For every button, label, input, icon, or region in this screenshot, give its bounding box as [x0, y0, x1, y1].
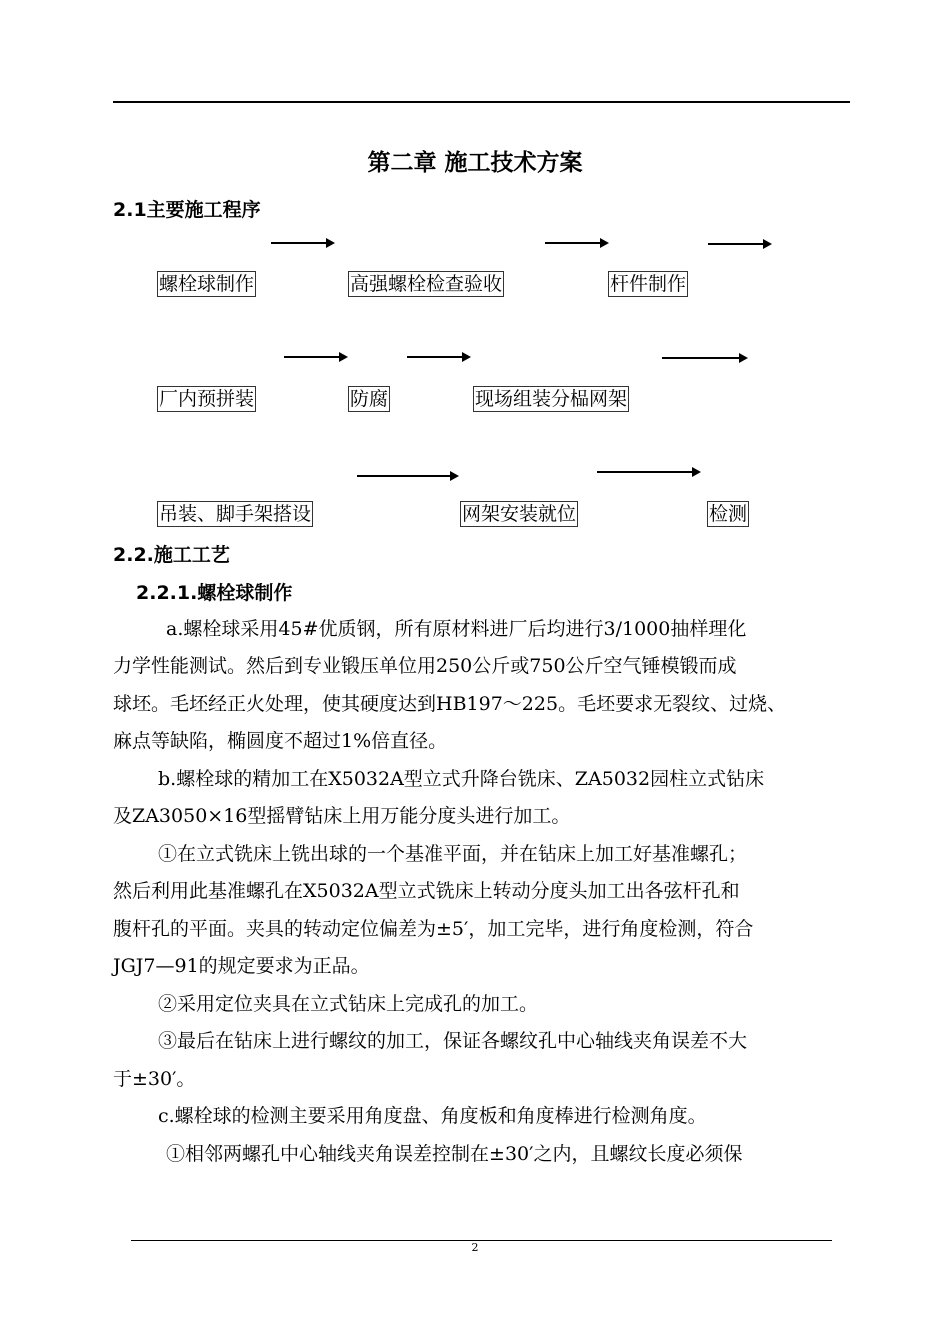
body-line: 于±30′。 — [113, 1068, 196, 1090]
body-line: 及ZA3050×16型摇臂钻床上用万能分度头进行加工。 — [113, 805, 571, 827]
header-rule — [113, 101, 850, 103]
body-line: JGJ7—91的规定要求为正品。 — [113, 955, 370, 977]
flow-arrow-4 — [284, 351, 348, 363]
section-2-2-1-heading: 2.2.1.螺栓球制作 — [136, 582, 293, 604]
body-line: 麻点等缺陷，椭圆度不超过1%倍直径。 — [113, 730, 448, 752]
body-line: a.螺栓球采用45#优质钢，所有原材料进厂后均进行3/1000抽样理化 — [160, 618, 747, 640]
body-line: ②采用定位夹具在立式钻床上完成孔的加工。 — [158, 993, 539, 1015]
body-line: c.螺栓球的检测主要采用角度盘、角度板和角度棒进行检测角度。 — [158, 1105, 707, 1127]
flow-step-hoisting-scaffold: 吊装、脚手架搭设 — [159, 503, 312, 525]
body-line: 球坯。毛坯经正火处理，使其硬度达到HB197～225。毛坯要求无裂纹、过烧、 — [113, 693, 787, 715]
flow-step-frame-installation: 网架安装就位 — [462, 503, 577, 525]
flow-arrow-6 — [662, 352, 748, 364]
body-line: 然后利用此基准螺孔在X5032A型立式铣床上转动分度头加工出各弦杆孔和 — [113, 880, 740, 902]
flow-arrow-3 — [708, 238, 772, 250]
body-line: 力学性能测试。然后到专业锻压单位用250公斤或750公斤空气锤模锻而成 — [113, 655, 737, 677]
page-number: 2 — [471, 1241, 479, 1254]
section-2-1-heading: 2.1主要施工程序 — [113, 199, 261, 221]
section-2-2-heading: 2.2.施工工艺 — [113, 544, 230, 566]
flow-step-site-assembly: 现场组装分榀网架 — [475, 388, 628, 410]
flow-step-preassembly: 厂内预拼装 — [159, 388, 255, 410]
flow-arrow-1 — [271, 237, 335, 249]
flow-step-inspection: 检测 — [709, 503, 748, 525]
body-line: ①相邻两螺孔中心轴线夹角误差控制在±30′之内，且螺纹长度必须保 — [160, 1143, 743, 1165]
flow-arrow-8 — [597, 466, 701, 478]
flow-arrow-2 — [545, 237, 609, 249]
chapter-title: 第二章 施工技术方案 — [367, 150, 583, 176]
body-line: 腹杆孔的平面。夹具的转动定位偏差为±5′，加工完毕，进行角度检测，符合 — [113, 918, 754, 940]
flow-arrow-7 — [357, 470, 459, 482]
flow-step-bolt-inspection: 高强螺栓检查验收 — [350, 273, 503, 295]
body-line: b.螺栓球的精加工在X5032A型立式升降台铣床、ZA5032园柱立式钻床 — [158, 768, 765, 790]
flow-step-anticorrosion: 防腐 — [350, 388, 389, 410]
body-line: ①在立式铣床上铣出球的一个基准平面，并在钻床上加工好基准螺孔； — [158, 843, 748, 865]
body-line: ③最后在钻床上进行螺纹的加工，保证各螺纹孔中心轴线夹角误差不大 — [158, 1030, 748, 1052]
flow-step-bolt-ball: 螺栓球制作 — [159, 273, 255, 295]
flow-step-rod-making: 杆件制作 — [610, 273, 687, 295]
flow-arrow-5 — [407, 351, 471, 363]
